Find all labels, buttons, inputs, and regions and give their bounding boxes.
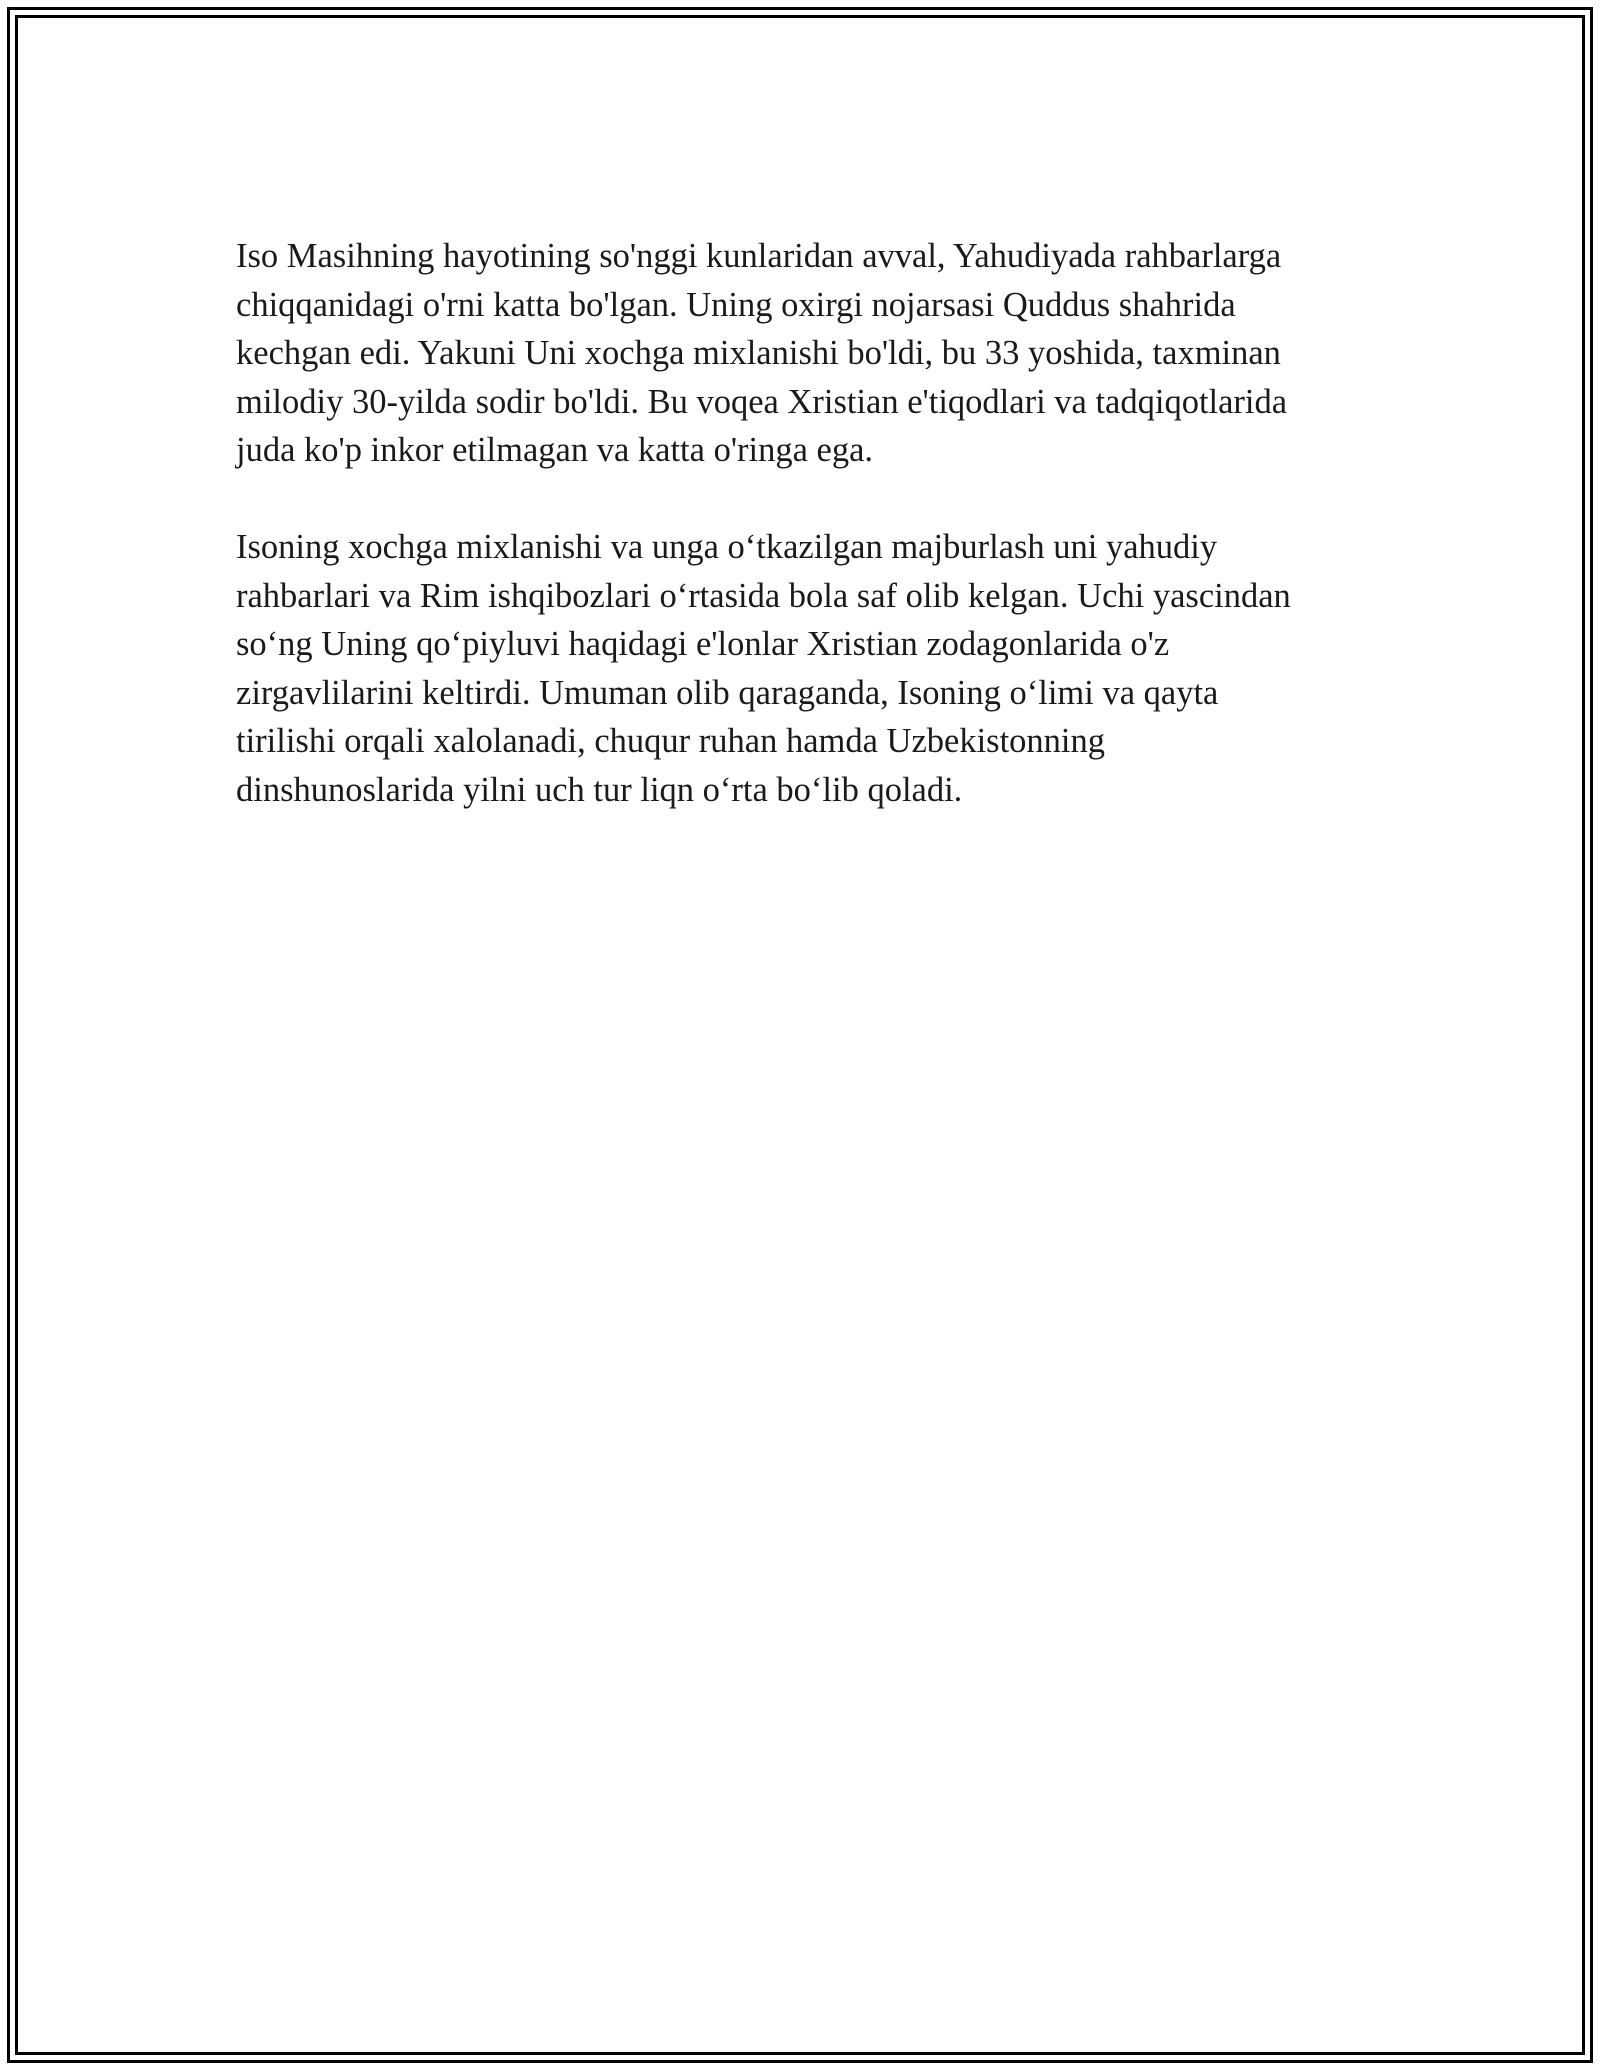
document-body: [236, 232, 1366, 814]
paragraph-2: Isoning xochga mixlanishi va unga o‘tkazilgan majburlash uni yahudiy rahbarlari va Rim ishqibozlari o‘rtasida bola saf olib kelgan. Uchi yascindan so‘ng Uning qo‘piyluvi haqidagi e'lonlar Xristian zodagonlarida o'z zirgavlilarini keltirdi. Umuman olib qaraganda, Isoning o‘limi va qayta tirilishi orqali xalolanadi, chuqur ruhan hamda Uzbekistonning dinshunoslarida yilni uch tur liqn o‘rta bo‘lib qoladi.: [236, 528, 1291, 809]
paragraph-1: Iso Masihning hayotining so'nggi kunlaridan avval, Yahudiyada rahbarlarga chiqqanidagi o'rni katta bo'lgan. Uning oxirgi nojarsasi Quddus shahrida kechgan edi. Yakuni Uni xochga mixlanishi bo'ldi, bu 33 yoshida, taxminan milodiy 30-yilda sodir bo'ldi. Bu voqea Xristian e'tiqodlari va tadqiqotlarida juda ko'p inkor etilmagan va katta o'ringa ega.: [236, 237, 1288, 469]
